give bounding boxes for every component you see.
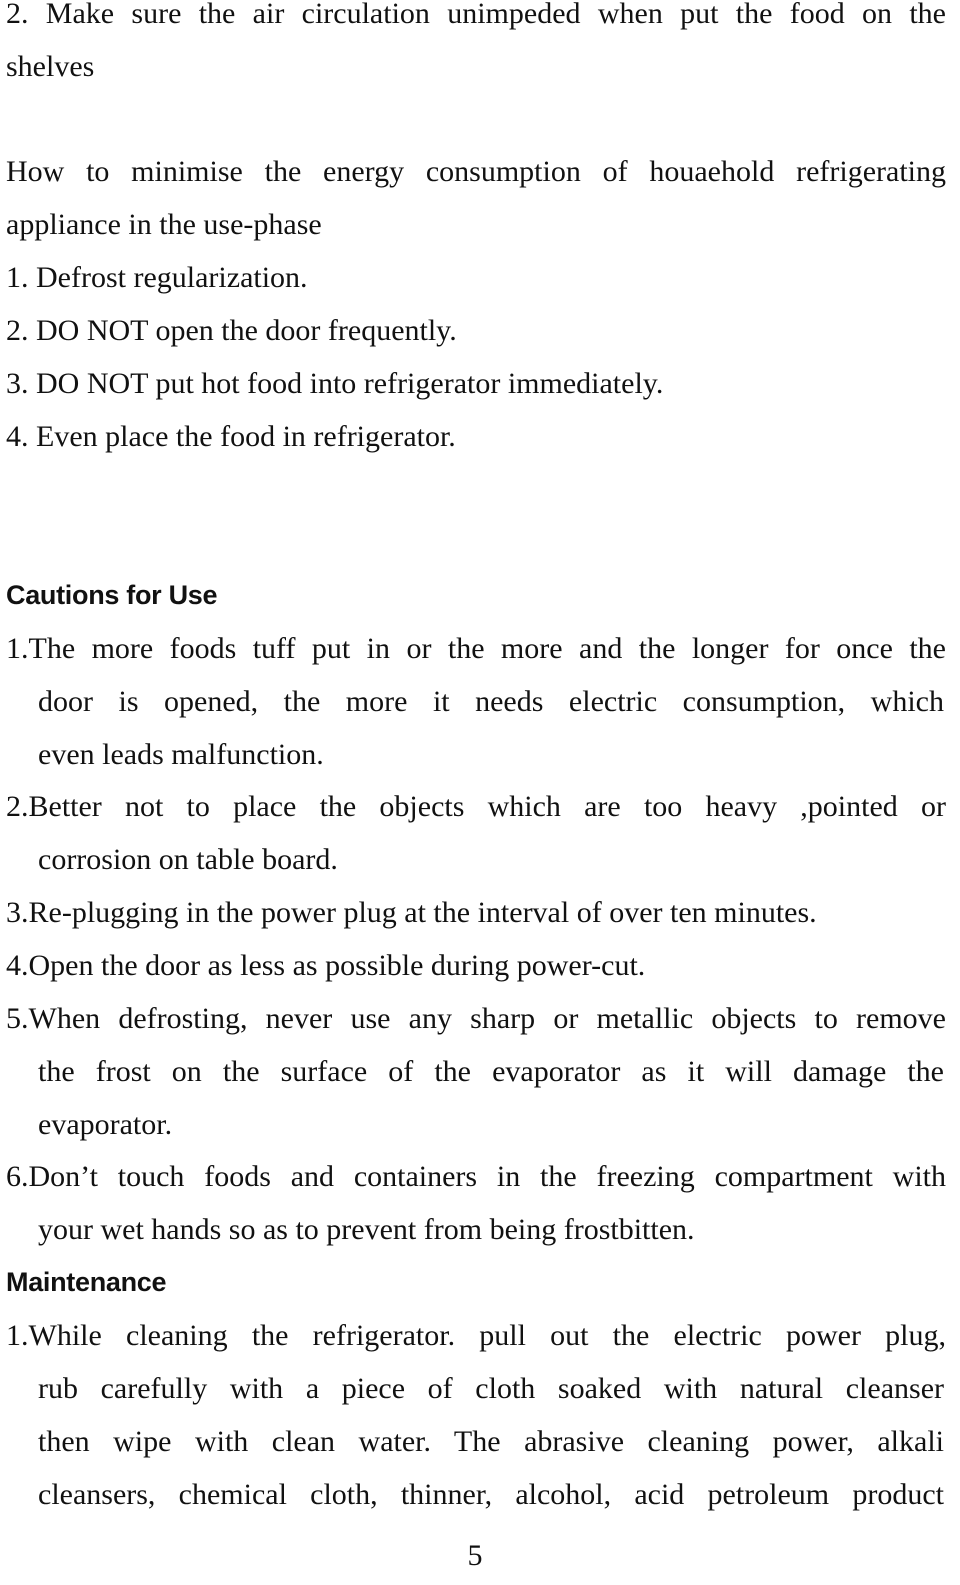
- intro-item-2-line-2: shelves: [6, 50, 95, 83]
- maintenance-1-line-3: then wipe with clean water. The abrasive cleaning power, alkali: [38, 1425, 944, 1458]
- energy-item-4: 4. Even place the food in refrigerator.: [6, 420, 456, 453]
- maintenance-1-line-4: cleansers, chemical cloth, thinner, alcohol, acid petroleum product: [38, 1478, 944, 1511]
- caution-1-line-3: even leads malfunction.: [38, 738, 324, 771]
- caution-5-line-2: the frost on the surface of the evaporator as it will damage the: [38, 1055, 944, 1088]
- intro-item-2-line-1: 2. Make sure the air circulation unimpeded when put the food on the: [6, 0, 946, 30]
- energy-item-3: 3. DO NOT put hot food into refrigerator immediately.: [6, 367, 664, 400]
- caution-4-line-1: 4.Open the door as less as possible during power-cut.: [6, 949, 646, 982]
- caution-2-line-1: 2.Better not to place the objects which are too heavy ,pointed or: [6, 790, 946, 823]
- maintenance-1-line-2: rub carefully with a piece of cloth soaked with natural cleanser: [38, 1372, 944, 1405]
- caution-5-line-1: 5.When defrosting, never use any sharp or metallic objects to remove: [6, 1002, 946, 1035]
- caution-5-line-3: evaporator.: [38, 1108, 173, 1141]
- energy-title-line-1: How to minimise the energy consumption of houaehold refrigerating: [6, 155, 946, 188]
- caution-2-line-2: corrosion on table board.: [38, 843, 338, 876]
- energy-item-2: 2. DO NOT open the door frequently.: [6, 314, 457, 347]
- energy-title-line-2: appliance in the use-phase: [6, 208, 322, 241]
- caution-3-line-1: 3.Re-plugging in the power plug at the interval of over ten minutes.: [6, 896, 817, 929]
- maintenance-1-line-1: 1.While cleaning the refrigerator. pull out the electric power plug,: [6, 1319, 946, 1352]
- maintenance-heading: Maintenance: [6, 1267, 167, 1297]
- caution-1-line-2: door is opened, the more it needs electric consumption, which: [38, 685, 944, 718]
- caution-6-line-1: 6.Don’t touch foods and containers in the freezing compartment with: [6, 1160, 946, 1193]
- caution-6-line-2: your wet hands so as to prevent from being frostbitten.: [38, 1213, 695, 1246]
- energy-item-1: 1. Defrost regularization.: [6, 261, 308, 294]
- caution-1-line-1: 1.The more foods tuff put in or the more and the longer for once the: [6, 632, 946, 665]
- cautions-heading: Cautions for Use: [6, 580, 218, 610]
- page-number: 5: [467, 1539, 483, 1572]
